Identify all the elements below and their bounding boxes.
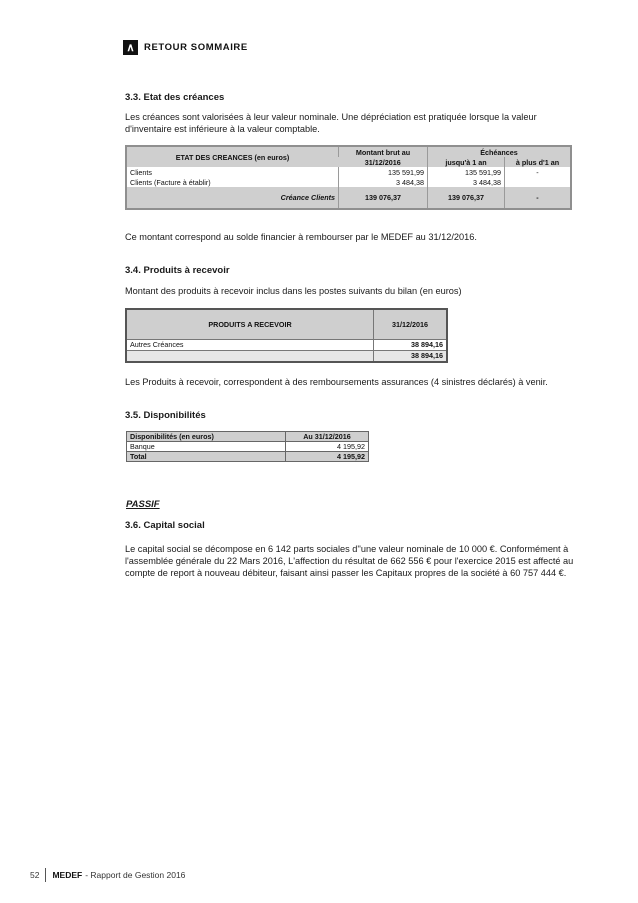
passif-heading: PASSIF bbox=[126, 499, 160, 510]
footer-text: - Rapport de Gestion 2016 bbox=[85, 870, 186, 880]
table-total-row bbox=[126, 350, 447, 362]
table-cell: 135 591,99 bbox=[428, 167, 505, 177]
table-cell: Créance Clients bbox=[280, 193, 335, 202]
disponibilites-table bbox=[126, 431, 369, 462]
table-cell: 3 484,38 bbox=[339, 177, 428, 187]
table-cell: 139 076,37 bbox=[428, 187, 505, 209]
table-cell: 4 195,92 bbox=[286, 442, 369, 452]
table-header: Au 31/12/2016 bbox=[286, 432, 369, 442]
table-cell: - bbox=[505, 167, 572, 177]
table-header: 31/12/2016 bbox=[364, 157, 401, 167]
table-header: PRODUITS A RECEVOIR bbox=[126, 309, 374, 339]
table-cell: 135 591,99 bbox=[339, 167, 428, 177]
table-row bbox=[126, 339, 447, 350]
table-row bbox=[126, 177, 571, 187]
section-title-produits: 3.4. Produits à recevoir bbox=[125, 265, 230, 276]
page-number: 52 bbox=[30, 870, 40, 880]
table-header: Montant brut au bbox=[339, 146, 428, 157]
table-cell: Clients bbox=[130, 167, 152, 177]
table-total-row bbox=[127, 452, 369, 462]
section-title-disponibilites: 3.5. Disponibilités bbox=[125, 410, 206, 421]
creances-paragraph: Les créances sont valorisées à leur valeur nominale. Une dépréciation est pratiquée lorsque la valeur d'inventaire est inférieure à la valeur comptable. bbox=[125, 112, 537, 134]
table-header: Échéances bbox=[428, 146, 572, 157]
page-footer bbox=[30, 868, 185, 882]
table-cell: 38 894,16 bbox=[374, 339, 448, 350]
table-cell: - bbox=[505, 187, 572, 209]
produits-table bbox=[125, 308, 448, 363]
table-header: Disponibilités (en euros) bbox=[127, 432, 286, 442]
table-cell: 4 195,92 bbox=[286, 452, 369, 462]
footer-brand: MEDEF bbox=[52, 870, 83, 880]
section-title-capital-social: 3.6. Capital social bbox=[125, 520, 205, 531]
retour-sommaire-label: RETOUR SOMMAIRE bbox=[144, 42, 248, 53]
table-cell: Clients (Facture à établir) bbox=[130, 177, 211, 187]
produits-intro: Montant des produits à recevoir inclus dans les postes suivants du bilan (en euros) bbox=[125, 286, 462, 296]
arrow-up-icon: ∧ bbox=[123, 40, 138, 55]
table-cell: 3 484,38 bbox=[428, 177, 505, 187]
table-row bbox=[127, 442, 369, 452]
produits-note: Les Produits à recevoir, correspondent à des remboursements assurances (4 sinistres déclarés) à venir. bbox=[125, 377, 548, 387]
table-cell: 139 076,37 bbox=[339, 187, 428, 209]
creances-note: Ce montant correspond au solde financier à rembourser par le MEDEF au 31/12/2016. bbox=[125, 232, 477, 242]
table-cell: Banque bbox=[127, 442, 286, 452]
section-title-etat-creances: 3.3. Etat des créances bbox=[125, 92, 225, 103]
table-header: ETAT DES CREANCES (en euros) bbox=[175, 152, 290, 162]
table-row bbox=[126, 167, 571, 177]
table-cell bbox=[126, 350, 374, 362]
table-header: 31/12/2016 bbox=[374, 309, 448, 339]
table-total-row bbox=[126, 187, 571, 209]
table-cell bbox=[505, 177, 572, 187]
retour-sommaire-link[interactable] bbox=[123, 40, 248, 55]
table-cell: Total bbox=[127, 452, 286, 462]
table-cell: Autres Créances bbox=[126, 339, 374, 350]
footer-divider bbox=[45, 868, 46, 882]
table-header: à plus d'1 an bbox=[505, 157, 572, 167]
table-header: jusqu'à 1 an bbox=[428, 157, 505, 167]
table-cell: 38 894,16 bbox=[374, 350, 448, 362]
capital-paragraph: Le capital social se décompose en 6 142 parts sociales d''une valeur nominale de 10 000 €. Conformément à l'assemblée générale du 22 Mars 2016, L'affection du résultat de 662 556 € pour l'exercice 2015 est affecté au compte de report à nouveau débiteur, faisant ainsi passer les Capitaux propres de la société à 60 757 444 €. bbox=[125, 544, 574, 578]
etat-creances-table bbox=[125, 145, 572, 210]
